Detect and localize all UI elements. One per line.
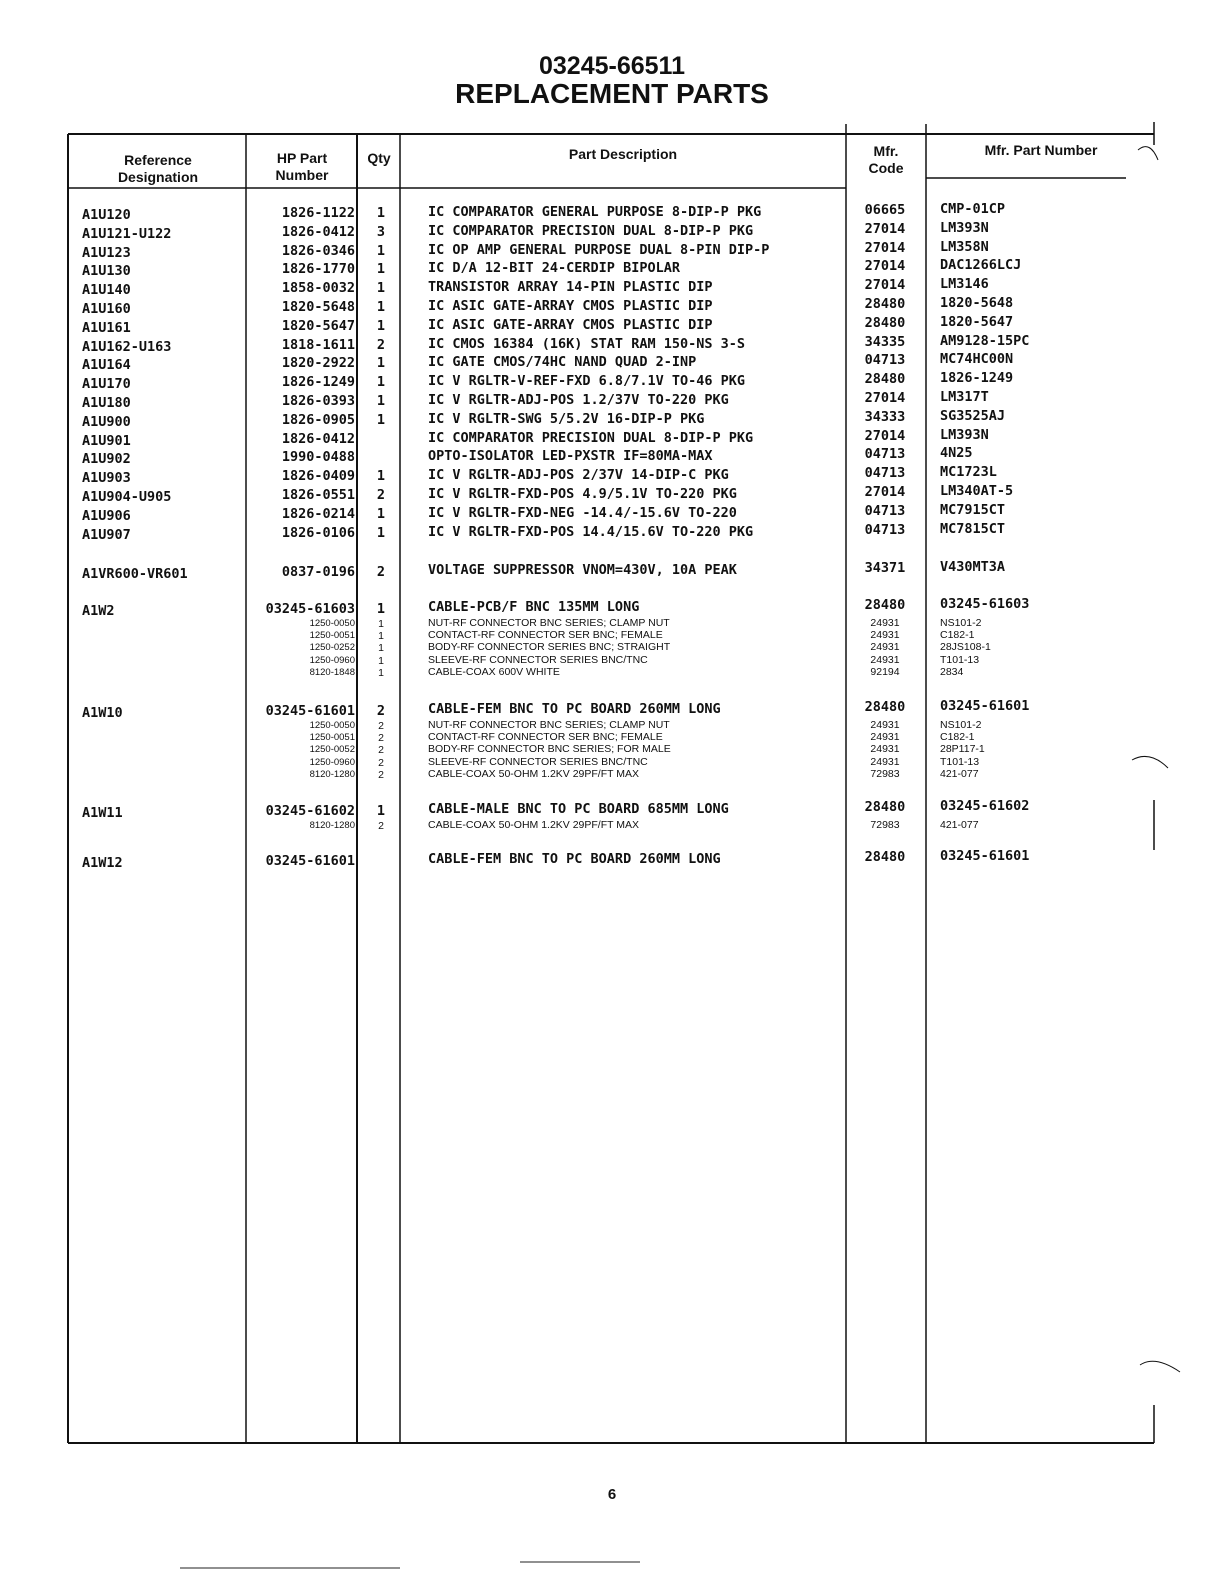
ref-designation: A1U160 <box>82 301 131 317</box>
mfr-part-number: MC7815CT <box>940 520 1006 537</box>
header-part-description: Part Description <box>568 146 678 162</box>
sub-mfr-code: 24931 <box>870 653 900 666</box>
header-mfr-line2: Code <box>868 160 904 176</box>
assembly-mfr-code: 28480 <box>864 799 906 815</box>
sub-mfr-part-number: 28P117-1 <box>940 743 985 756</box>
qty-value: 1 <box>376 317 386 334</box>
sub-qty: 2 <box>378 768 384 781</box>
assembly-qty: 1 <box>376 803 386 819</box>
mfr-part-number: LM393N <box>940 426 989 443</box>
sub-qty: 1 <box>378 630 384 643</box>
ref-designation: A1U121-U122 <box>82 225 172 242</box>
mfr-part-number: LM340AT-5 <box>940 483 1014 499</box>
sub-mfr-code: 24931 <box>870 719 900 731</box>
sub-mfr-part-number: T101-13 <box>940 653 980 666</box>
document-number: 03245-66511 <box>539 52 685 80</box>
document-title: REPLACEMENT PARTS <box>455 78 769 109</box>
assembly-description: VOLTAGE SUPPRESSOR VNOM=430V, 10A PEAK <box>428 562 737 578</box>
sub-hp-part-number: 1250-0051 <box>309 732 355 744</box>
mfr-code: 04713 <box>864 446 906 463</box>
ref-designation: A1U902 <box>82 451 131 468</box>
mfr-code: 04713 <box>864 502 906 519</box>
hp-part-number: 1990-0488 <box>281 449 355 466</box>
sub-mfr-part-number: 28JS108-1 <box>940 641 991 654</box>
mfr-code: 34333 <box>864 408 906 425</box>
ref-designation: A1U906 <box>82 507 131 524</box>
ref-designation: A1U170 <box>82 376 131 393</box>
ref-designation: A1U901 <box>82 432 131 449</box>
assembly-mfr-part-number: 03245-61603 <box>940 596 1030 612</box>
mfr-code: 04713 <box>864 521 906 538</box>
assembly-description: CABLE-FEM BNC TO PC BOARD 260MM LONG <box>428 851 721 867</box>
sub-qty: 2 <box>378 744 384 757</box>
header-hp-line1: HP Part <box>276 150 328 166</box>
sub-qty: 1 <box>378 654 384 667</box>
ref-designation: A1U161 <box>82 319 131 336</box>
assembly-mfr-part-number: 03245-61601 <box>940 698 1030 714</box>
assembly-qty: 2 <box>376 564 386 580</box>
sub-qty: 1 <box>378 642 384 655</box>
part-description: IC V RGLTR-ADJ-POS 2/37V 14-DIP-C PKG <box>428 467 729 484</box>
mfr-part-number: LM3146 <box>940 276 989 293</box>
sub-hp-part-number: 1250-0052 <box>309 744 355 756</box>
sub-qty: 1 <box>378 666 384 679</box>
sub-part-description: CABLE-COAX 50-OHM 1.2KV 29PF/FT MAX <box>428 767 640 780</box>
qty-value: 1 <box>376 393 386 409</box>
ref-designation: A1U907 <box>82 526 131 543</box>
assembly-ref-designation: A1VR600-VR601 <box>82 566 188 582</box>
part-description: IC ASIC GATE-ARRAY CMOS PLASTIC DIP <box>428 298 713 314</box>
sub-mfr-code: 72983 <box>870 767 900 780</box>
sub-mfr-code: 24931 <box>870 629 900 642</box>
ref-designation: A1U140 <box>82 282 131 299</box>
mfr-code: 27014 <box>864 220 906 237</box>
header-mfr-part-number: Mfr. Part Number <box>984 142 1098 158</box>
sub-mfr-part-number: NS101-2 <box>940 617 982 629</box>
assembly-mfr-code: 28480 <box>864 699 906 715</box>
ref-designation: A1U903 <box>82 470 131 487</box>
sub-part-description: SLEEVE-RF CONNECTOR SERIES BNC/TNC <box>428 755 648 768</box>
header-ref-line1: Reference <box>124 152 192 168</box>
sub-part-description: BODY-RF CONNECTOR BNC SERIES; FOR MALE <box>428 743 671 756</box>
part-description: IC COMPARATOR GENERAL PURPOSE 8-DIP-P PKG <box>428 204 762 220</box>
mfr-code: 27014 <box>864 427 906 444</box>
qty-value: 1 <box>376 355 386 372</box>
part-description: IC COMPARATOR PRECISION DUAL 8-DIP-P PKG <box>428 222 754 239</box>
part-description: IC V RGLTR-FXD-POS 14.4/15.6V TO-220 PKG <box>428 523 754 540</box>
assembly-mfr-code: 28480 <box>864 597 906 613</box>
sub-hp-part-number: 1250-0960 <box>309 654 355 666</box>
sub-mfr-code: 72983 <box>870 819 900 831</box>
assembly-description: CABLE-FEM BNC TO PC BOARD 260MM LONG <box>428 701 721 717</box>
sub-hp-part-number: 8120-1280 <box>309 768 355 780</box>
sub-qty: 2 <box>378 720 384 732</box>
qty-value: 3 <box>376 223 386 240</box>
hp-part-number: 1858-0032 <box>281 280 355 297</box>
mfr-part-number: AM9128-15PC <box>940 332 1030 349</box>
sub-hp-part-number: 8120-1280 <box>309 820 355 831</box>
mfr-code: 06665 <box>864 202 906 218</box>
mfr-part-number: 1826-1249 <box>940 370 1014 387</box>
assembly-hp-part-number: 03245-61603 <box>265 601 355 617</box>
part-description: IC GATE CMOS/74HC NAND QUAD 2-INP <box>428 354 697 371</box>
sub-mfr-part-number: 421-077 <box>940 819 979 831</box>
sub-hp-part-number: 8120-1848 <box>309 666 355 678</box>
sub-hp-part-number: 1250-0050 <box>309 618 355 629</box>
mfr-part-number: LM358N <box>940 238 989 255</box>
hp-part-number: 1826-0412 <box>281 223 355 240</box>
sub-part-description: CABLE-COAX 50-OHM 1.2KV 29PF/FT MAX <box>428 819 640 831</box>
hp-part-number: 1820-5647 <box>281 317 355 334</box>
header-reference-designation <box>70 152 246 186</box>
hp-part-number: 1826-0346 <box>281 242 355 259</box>
mfr-code: 28480 <box>864 296 906 312</box>
sub-hp-part-number: 1250-0252 <box>309 642 355 654</box>
mfr-code: 28480 <box>864 314 906 331</box>
mfr-code: 04713 <box>864 352 906 369</box>
part-description: IC D/A 12-BIT 24-CERDIP BIPOLAR <box>428 260 680 277</box>
qty-value: 1 <box>376 411 386 428</box>
ref-designation: A1U180 <box>82 395 131 411</box>
hp-part-number: 1826-0214 <box>281 505 355 522</box>
qty-value: 1 <box>376 261 386 278</box>
part-description: OPTO-ISOLATOR LED-PXSTR IF=80MA-MAX <box>428 448 713 465</box>
part-description: IC V RGLTR-FXD-NEG -14.4/-15.6V TO-220 <box>428 504 737 521</box>
sub-qty: 2 <box>378 820 384 832</box>
part-description: IC OP AMP GENERAL PURPOSE DUAL 8-PIN DIP-P <box>428 241 770 258</box>
ref-designation: A1U904-U905 <box>82 489 172 505</box>
sub-hp-part-number: 1250-0051 <box>309 630 355 642</box>
part-description: TRANSISTOR ARRAY 14-PIN PLASTIC DIP <box>428 279 713 296</box>
hp-part-number: 1820-5648 <box>281 299 355 315</box>
header-hp-part-number <box>248 150 356 184</box>
part-description: IC ASIC GATE-ARRAY CMOS PLASTIC DIP <box>428 316 713 333</box>
assembly-hp-part-number: 03245-61601 <box>265 703 355 719</box>
mfr-part-number: MC1723L <box>940 464 997 481</box>
header-hp-line2: Number <box>275 167 329 183</box>
sub-qty: 1 <box>378 618 384 630</box>
assembly-hp-part-number: 03245-61601 <box>265 853 355 869</box>
sub-mfr-code: 24931 <box>870 731 900 744</box>
qty-value: 2 <box>376 487 386 503</box>
sub-qty: 2 <box>378 756 384 769</box>
header-mfr-line1: Mfr. <box>873 143 899 159</box>
hp-part-number: 1826-0393 <box>281 393 355 409</box>
assembly-ref-designation: A1W2 <box>82 603 115 619</box>
sub-mfr-code: 24931 <box>870 755 900 768</box>
sub-mfr-code: 24931 <box>870 617 900 629</box>
part-description: IC V RGLTR-FXD-POS 4.9/5.1V TO-220 PKG <box>428 486 737 502</box>
header-ref-line2: Designation <box>117 169 199 185</box>
part-description: IC V RGLTR-V-REF-FXD 6.8/7.1V TO-46 PKG <box>428 373 745 390</box>
sub-part-description: BODY-RF CONNECTOR SERIES BNC; STRAIGHT <box>428 641 671 654</box>
mfr-part-number: CMP-01CP <box>940 201 1006 217</box>
qty-value: 1 <box>376 299 386 315</box>
sub-mfr-part-number: 2834 <box>940 665 964 678</box>
hp-part-number: 1826-1770 <box>281 261 355 278</box>
assembly-mfr-part-number: 03245-61601 <box>940 848 1030 864</box>
sub-part-description: SLEEVE-RF CONNECTOR SERIES BNC/TNC <box>428 653 648 666</box>
qty-value: 2 <box>376 336 386 353</box>
mfr-part-number: 1820-5648 <box>940 295 1014 311</box>
sub-part-description: NUT-RF CONNECTOR BNC SERIES; CLAMP NUT <box>428 617 670 629</box>
sub-mfr-part-number: T101-13 <box>940 755 980 768</box>
ref-designation: A1U120 <box>82 207 131 223</box>
mfr-part-number: LM393N <box>940 219 989 236</box>
hp-part-number: 1818-1611 <box>281 336 355 353</box>
mfr-code: 27014 <box>864 258 906 275</box>
qty-value: 1 <box>376 280 386 297</box>
hp-part-number: 1826-0409 <box>281 468 355 485</box>
ref-designation: A1U900 <box>82 413 131 430</box>
assembly-mfr-part-number: 03245-61602 <box>940 798 1030 814</box>
assembly-mfr-code: 34371 <box>864 560 906 576</box>
mfr-part-number: DAC1266LCJ <box>940 257 1022 274</box>
sub-part-description: CABLE-COAX 600V WHITE <box>428 665 560 678</box>
assembly-qty: 1 <box>376 601 386 617</box>
assembly-description: CABLE-PCB/F BNC 135MM LONG <box>428 599 640 615</box>
qty-value: 1 <box>376 205 386 221</box>
mfr-code: 27014 <box>864 277 906 294</box>
mfr-part-number: MC74HC00N <box>940 351 1014 368</box>
mfr-code: 27014 <box>864 484 906 500</box>
hp-part-number: 1820-2922 <box>281 355 355 372</box>
qty-value: 1 <box>376 242 386 259</box>
assembly-hp-part-number: 0837-0196 <box>281 564 355 580</box>
qty-value: 1 <box>376 505 386 522</box>
sub-mfr-part-number: NS101-2 <box>940 719 982 731</box>
hp-part-number: 1826-0412 <box>281 430 355 447</box>
ref-designation: A1U162-U163 <box>82 338 172 355</box>
sub-hp-part-number: 1250-0050 <box>309 720 355 731</box>
sub-mfr-code: 24931 <box>870 743 900 756</box>
qty-value: 1 <box>376 468 386 485</box>
sub-mfr-code: 92194 <box>870 665 900 678</box>
sub-part-description: NUT-RF CONNECTOR BNC SERIES; CLAMP NUT <box>428 719 670 731</box>
header-qty: Qty <box>367 150 391 166</box>
assembly-ref-designation: A1W12 <box>82 855 123 871</box>
mfr-part-number: SG3525AJ <box>940 407 1006 424</box>
mfr-part-number: MC7915CT <box>940 501 1006 518</box>
assembly-mfr-code: 28480 <box>864 849 906 865</box>
ref-designation: A1U130 <box>82 263 131 280</box>
ref-designation: A1U164 <box>82 357 131 374</box>
mfr-part-number: 4N25 <box>940 445 973 462</box>
mfr-part-number: 1820-5647 <box>940 313 1014 330</box>
hp-part-number: 1826-1249 <box>281 374 355 391</box>
sub-mfr-part-number: 421-077 <box>940 767 979 780</box>
part-description: IC COMPARATOR PRECISION DUAL 8-DIP-P PKG <box>428 429 754 446</box>
assembly-qty: 2 <box>376 703 386 719</box>
mfr-code: 04713 <box>864 465 906 482</box>
mfr-part-number: LM317T <box>940 389 989 405</box>
mfr-code: 34335 <box>864 333 906 350</box>
assembly-mfr-part-number: V430MT3A <box>940 559 1006 575</box>
assembly-hp-part-number: 03245-61602 <box>265 803 355 819</box>
assembly-ref-designation: A1W10 <box>82 705 123 721</box>
sub-mfr-part-number: C182-1 <box>940 629 975 642</box>
part-description: IC V RGLTR-ADJ-POS 1.2/37V TO-220 PKG <box>428 392 729 408</box>
hp-part-number: 1826-0551 <box>281 487 355 503</box>
mfr-code: 27014 <box>864 390 906 406</box>
assembly-description: CABLE-MALE BNC TO PC BOARD 685MM LONG <box>428 801 729 817</box>
qty-value: 1 <box>376 374 386 391</box>
qty-value: 1 <box>376 524 386 541</box>
part-description: IC CMOS 16384 (16K) STAT RAM 150-NS 3-S <box>428 335 745 352</box>
part-description: IC V RGLTR-SWG 5/5.2V 16-DIP-P PKG <box>428 410 705 427</box>
hp-part-number: 1826-0106 <box>281 524 355 541</box>
mfr-code: 28480 <box>864 371 906 388</box>
assembly-ref-designation: A1W11 <box>82 805 123 821</box>
sub-mfr-code: 24931 <box>870 641 900 654</box>
sub-qty: 2 <box>378 732 384 745</box>
ref-designation: A1U123 <box>82 244 131 261</box>
hp-part-number: 1826-0905 <box>281 411 355 428</box>
sub-mfr-part-number: C182-1 <box>940 731 975 744</box>
sub-part-description: CONTACT-RF CONNECTOR SER BNC; FEMALE <box>428 629 663 642</box>
page-number: 6 <box>607 1486 617 1503</box>
sub-part-description: CONTACT-RF CONNECTOR SER BNC; FEMALE <box>428 731 663 744</box>
header-mfr-code <box>846 143 926 177</box>
hp-part-number: 1826-1122 <box>281 205 355 221</box>
sub-hp-part-number: 1250-0960 <box>309 756 355 768</box>
mfr-code: 27014 <box>864 239 906 256</box>
